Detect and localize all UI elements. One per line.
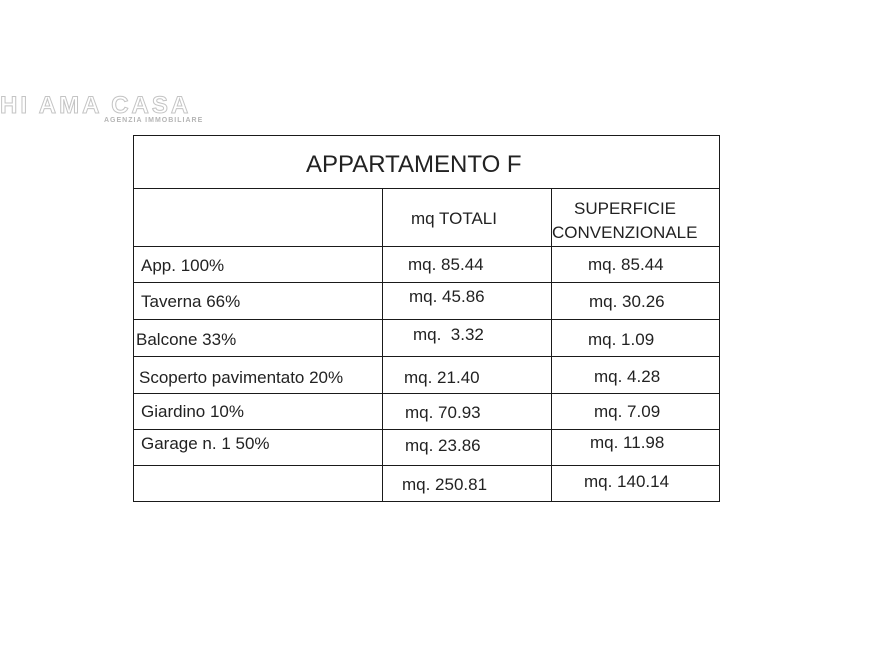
table-rule bbox=[134, 319, 719, 320]
area-table bbox=[133, 135, 720, 502]
row-label: Giardino 10% bbox=[141, 402, 245, 421]
row-label: Scoperto pavimentato 20% bbox=[139, 368, 344, 387]
row-label: Taverna 66% bbox=[141, 292, 241, 311]
row-conv: mq. 85.44 bbox=[588, 255, 664, 274]
table-rule bbox=[134, 188, 719, 189]
watermark-main-text: HI AMA CASA bbox=[0, 92, 192, 119]
table-title: APPARTAMENTO F bbox=[306, 151, 522, 178]
header-total: mq TOTALI bbox=[411, 209, 497, 228]
row-label: Garage n. 1 50% bbox=[141, 434, 270, 453]
header-conv-line1: SUPERFICIE bbox=[574, 199, 677, 218]
row-conv: mq. 1.09 bbox=[588, 330, 655, 349]
row-conv: mq. 11.98 bbox=[590, 433, 665, 452]
row-total: mq. 70.93 bbox=[405, 403, 481, 422]
row-conv: mq. 7.09 bbox=[594, 402, 661, 421]
table-rule bbox=[382, 188, 383, 501]
header-conv-line2: CONVENZIONALE bbox=[552, 223, 698, 242]
row-conv: mq. 30.26 bbox=[589, 292, 665, 311]
row-total: mq. 85.44 bbox=[408, 255, 484, 274]
total-total: mq. 250.81 bbox=[402, 475, 488, 494]
row-total: mq. 3.32 bbox=[413, 325, 484, 344]
row-total: mq. 23.86 bbox=[405, 436, 481, 455]
table-rule bbox=[134, 356, 719, 357]
row-total: mq. 45.86 bbox=[409, 287, 485, 306]
agency-watermark-logo bbox=[0, 92, 230, 132]
table-rule bbox=[134, 282, 719, 283]
table-rule bbox=[134, 465, 719, 466]
total-conv: mq. 140.14 bbox=[584, 472, 670, 491]
table-rule bbox=[134, 393, 719, 394]
row-label: App. 100% bbox=[141, 256, 225, 275]
table-rule bbox=[134, 429, 719, 430]
row-label: Balcone 33% bbox=[136, 330, 237, 349]
row-conv: mq. 4.28 bbox=[594, 367, 661, 386]
table-rule bbox=[134, 246, 719, 247]
row-total: mq. 21.40 bbox=[404, 368, 480, 387]
watermark-sub-text: AGENZIA IMMOBILIARE bbox=[104, 117, 204, 124]
